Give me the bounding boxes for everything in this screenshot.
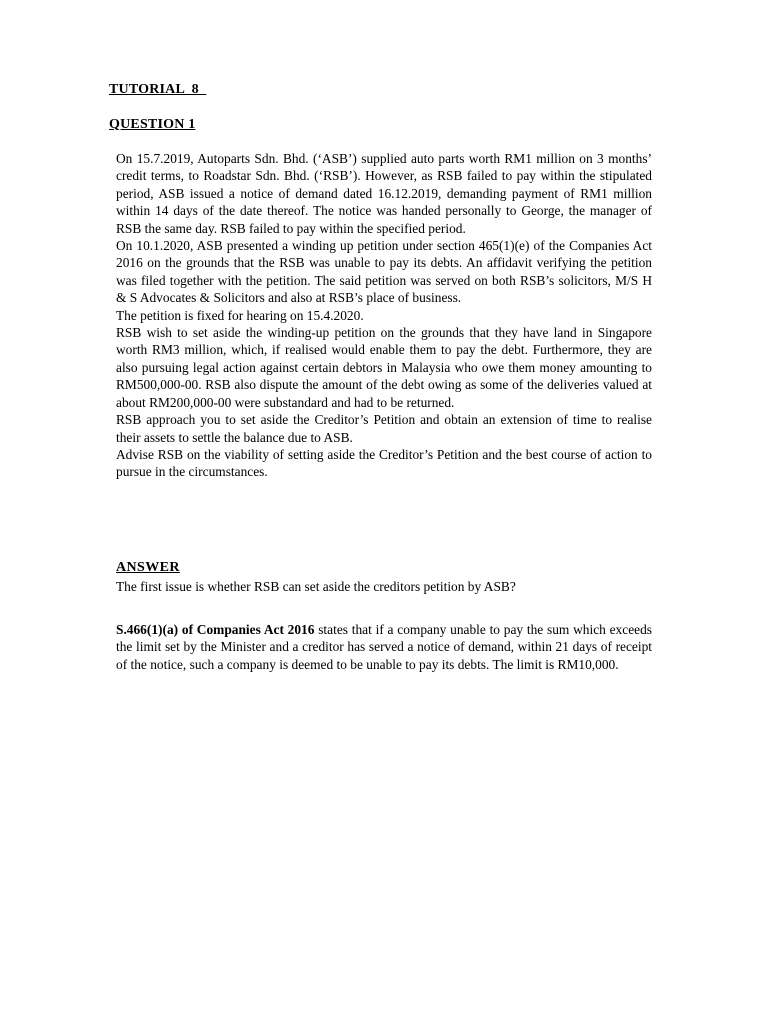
question-paragraph: RSB approach you to set aside the Creditor’s Petition and obtain an extension of time to realise their assets to settle the balance due to ASB. xyxy=(116,412,652,445)
question-paragraph: Advise RSB on the viability of setting aside the Creditor’s Petition and the best course of action to pursue in the circumstances. xyxy=(116,446,652,480)
answer-issue xyxy=(116,578,652,595)
question-paragraph: On 10.1.2020, ASB presented a winding up petition under section 465(1)(e) of the Companies Act 2016 on the grounds that the RSB was unable to pay its debts. An affidavit verifying the petition was filed together with the petition. The said petition was served on both RSB’s solicitors, M/S H & S Advocates & Solicitors and also at RSB’s place of business. xyxy=(116,238,652,306)
answer-issue-text: The first issue is whether RSB can set aside the creditors petition by ASB? xyxy=(116,579,516,594)
question-paragraph: On 15.7.2019, Autoparts Sdn. Bhd. (‘ASB’) supplied auto parts worth RM1 million on 3 months’ credit terms, to Roadstar Sdn. Bhd. (‘RSB’). However, as RSB failed to pay within the stipulated period, ASB issued a notice of demand dated 16.12.2019, demanding payment of RM1 million within 14 days of the date thereof. The notice was handed personally to George, the manager of RSB the same day. RSB failed to pay within the specified period. xyxy=(116,151,652,236)
answer-title: ANSWER xyxy=(116,560,180,575)
answer-rule-paragraph xyxy=(116,621,652,673)
tutorial-title: TUTORIAL 8 xyxy=(109,82,207,97)
statute-citation: S.466(1)(a) of Companies Act 2016 xyxy=(116,622,315,637)
question-paragraph: The petition is fixed for hearing on 15.4.2020. xyxy=(116,307,364,323)
answer-rule-text: states that if a company unable to pay the sum which exceeds the limit set by the Minister and a creditor has served a notice of demand, within 21 days of receipt of the notice, such a company is deemed to be unable to pay its debts. The limit is RM10,000. xyxy=(116,622,652,672)
question-title: QUESTION 1 xyxy=(109,117,196,132)
question-body xyxy=(116,150,652,481)
question-paragraph: RSB wish to set aside the winding-up petition on the grounds that they have land in Singapore worth RM3 million, which, if realised would enable them to pay the debt. Furthermore, they are also pursuing legal action against certain debtors in Malaysia who owe them money amounting to RM500,000-00. RSB also dispute the amount of the debt owing as some of the deliveries valued at about RM200,000-00 were substandard and had to be returned. xyxy=(116,325,652,410)
answer-rule xyxy=(116,621,652,673)
